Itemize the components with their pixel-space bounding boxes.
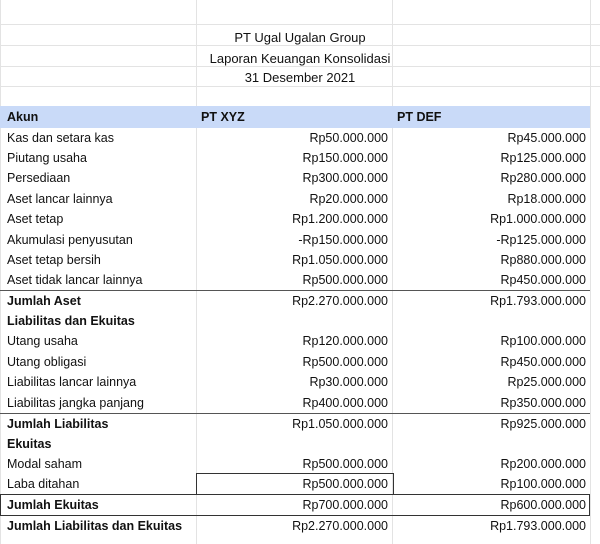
account-cell[interactable]: Jumlah Aset — [7, 294, 81, 308]
header-akun[interactable]: Akun — [7, 110, 39, 124]
account-cell[interactable]: Utang usaha — [7, 334, 78, 348]
def-value-cell[interactable]: Rp45.000.000 — [507, 131, 586, 145]
xyz-value-cell[interactable]: -Rp150.000.000 — [298, 233, 388, 247]
def-value-cell[interactable]: Rp125.000.000 — [500, 151, 586, 165]
account-cell[interactable]: Liabilitas lancar lainnya — [7, 375, 137, 389]
account-cell[interactable]: Kas dan setara kas — [7, 131, 115, 145]
xyz-value-cell[interactable]: Rp400.000.000 — [302, 396, 388, 410]
table-row — [0, 331, 590, 351]
def-value-cell[interactable]: Rp18.000.000 — [507, 192, 586, 206]
table-row — [0, 352, 590, 372]
section-row — [0, 434, 590, 454]
report-date: 31 Desember 2021 — [244, 70, 356, 85]
grid-line — [0, 45, 600, 46]
account-cell[interactable]: Aset tidak lancar lainnya — [7, 273, 143, 287]
account-cell[interactable]: Liabilitas jangka panjang — [7, 396, 144, 410]
account-cell[interactable]: Jumlah Ekuitas — [7, 498, 99, 512]
table-row — [0, 209, 590, 229]
def-value-cell[interactable]: Rp350.000.000 — [500, 396, 586, 410]
section-label[interactable]: Liabilitas dan Ekuitas — [7, 314, 135, 328]
xyz-value-cell[interactable]: Rp500.000.000 — [302, 457, 388, 471]
table-row — [0, 393, 590, 413]
xyz-value-cell[interactable]: Rp50.000.000 — [309, 131, 388, 145]
xyz-value-cell[interactable]: Rp2.270.000.000 — [292, 294, 388, 308]
table-row — [0, 250, 590, 270]
xyz-value-cell[interactable]: Rp30.000.000 — [309, 375, 388, 389]
def-value-cell[interactable]: Rp1.000.000.000 — [490, 212, 586, 226]
xyz-value-cell[interactable]: Rp500.000.000 — [302, 355, 388, 369]
grid-line — [0, 24, 600, 25]
table-row — [0, 474, 590, 494]
def-value-cell[interactable]: Rp100.000.000 — [500, 477, 586, 491]
grand-total-row — [0, 516, 590, 536]
table-row — [0, 168, 590, 188]
table-row — [0, 128, 590, 148]
table-row — [0, 372, 590, 392]
grid-line — [0, 66, 600, 67]
def-value-cell[interactable]: Rp925.000.000 — [500, 417, 586, 431]
def-value-cell[interactable]: -Rp125.000.000 — [496, 233, 586, 247]
account-cell[interactable]: Jumlah Liabilitas — [7, 417, 109, 431]
account-cell[interactable]: Utang obligasi — [7, 355, 87, 369]
xyz-value-cell[interactable]: Rp500.000.000 — [302, 273, 388, 287]
table-row — [0, 230, 590, 250]
xyz-value-cell[interactable]: Rp2.270.000.000 — [292, 519, 388, 533]
table-header — [0, 106, 590, 128]
account-cell[interactable]: Aset tetap bersih — [7, 253, 101, 267]
xyz-value-cell[interactable]: Rp1.200.000.000 — [292, 212, 388, 226]
xyz-value-cell[interactable]: Rp500.000.000 — [302, 477, 388, 491]
table-row — [0, 270, 590, 290]
header-pt-xyz[interactable]: PT XYZ — [201, 110, 245, 124]
table-row — [0, 189, 590, 209]
header-pt-def[interactable]: PT DEF — [397, 110, 442, 124]
company-name: PT Ugal Ugalan Group — [234, 30, 366, 45]
table-row — [0, 454, 590, 474]
def-value-cell[interactable]: Rp880.000.000 — [500, 253, 586, 267]
xyz-value-cell[interactable]: Rp300.000.000 — [302, 171, 388, 185]
def-value-cell[interactable]: Rp1.793.000.000 — [490, 519, 586, 533]
account-cell[interactable]: Aset tetap — [7, 212, 64, 226]
account-cell[interactable]: Laba ditahan — [7, 477, 80, 491]
account-cell[interactable]: Jumlah Liabilitas dan Ekuitas — [7, 519, 183, 533]
total-row — [0, 290, 590, 311]
def-value-cell[interactable]: Rp280.000.000 — [500, 171, 586, 185]
total-row — [0, 413, 590, 434]
def-value-cell[interactable]: Rp1.793.000.000 — [490, 294, 586, 308]
section-row — [0, 311, 590, 331]
xyz-value-cell[interactable]: Rp700.000.000 — [302, 498, 388, 512]
account-cell[interactable]: Persediaan — [7, 171, 71, 185]
report-title: Laporan Keuangan Konsolidasi — [209, 51, 391, 66]
account-cell[interactable]: Piutang usaha — [7, 151, 87, 165]
def-value-cell[interactable]: Rp600.000.000 — [500, 498, 586, 512]
def-value-cell[interactable]: Rp200.000.000 — [500, 457, 586, 471]
xyz-value-cell[interactable]: Rp1.050.000.000 — [292, 253, 388, 267]
xyz-value-cell[interactable]: Rp20.000.000 — [309, 192, 388, 206]
def-value-cell[interactable]: Rp25.000.000 — [507, 375, 586, 389]
def-value-cell[interactable]: Rp100.000.000 — [500, 334, 586, 348]
table-row — [0, 148, 590, 168]
account-cell[interactable]: Modal saham — [7, 457, 83, 471]
def-value-cell[interactable]: Rp450.000.000 — [500, 355, 586, 369]
section-label[interactable]: Ekuitas — [7, 437, 52, 451]
def-value-cell[interactable]: Rp450.000.000 — [500, 273, 586, 287]
account-cell[interactable]: Aset lancar lainnya — [7, 192, 113, 206]
xyz-value-cell[interactable]: Rp1.050.000.000 — [292, 417, 388, 431]
xyz-value-cell[interactable]: Rp120.000.000 — [302, 334, 388, 348]
total-row — [0, 495, 590, 515]
xyz-value-cell[interactable]: Rp150.000.000 — [302, 151, 388, 165]
grid-line — [0, 86, 600, 87]
account-cell[interactable]: Akumulasi penyusutan — [7, 233, 133, 247]
